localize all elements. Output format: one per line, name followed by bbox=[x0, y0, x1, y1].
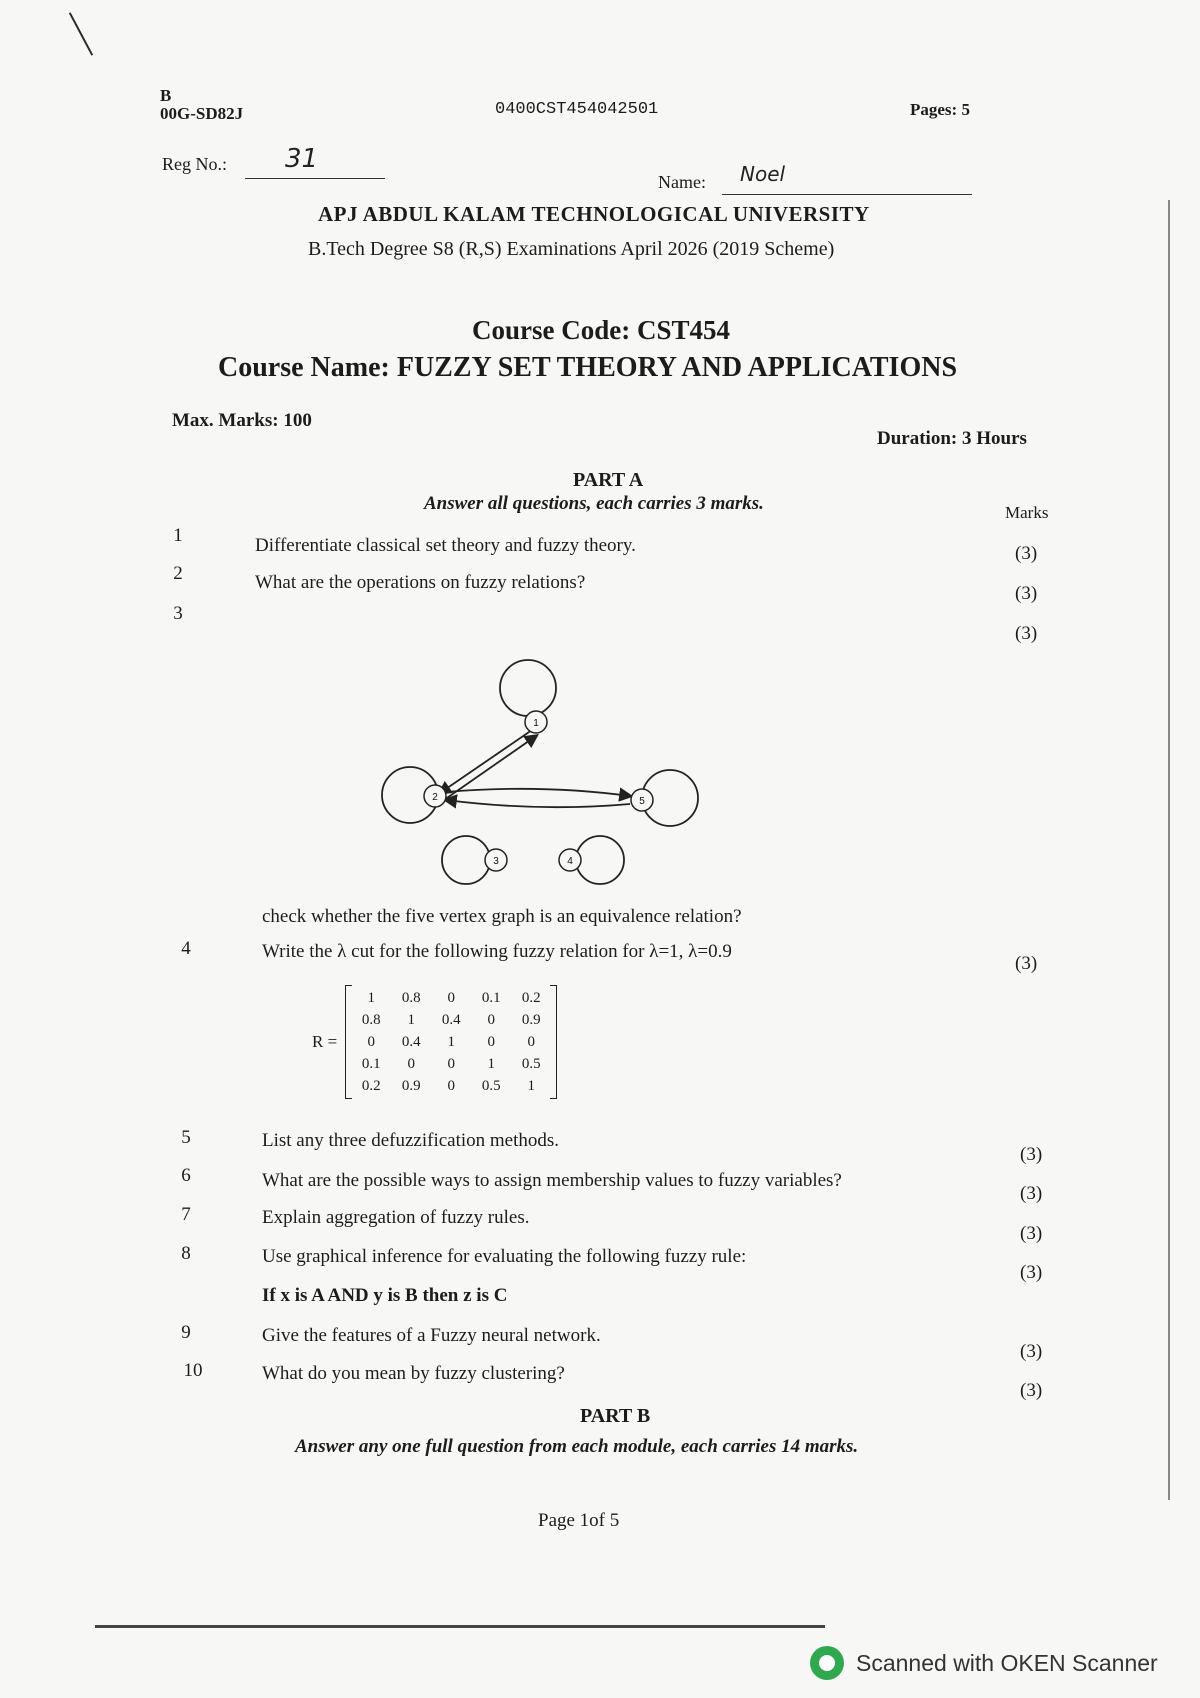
question-marks: (3) bbox=[1020, 1223, 1043, 1244]
fuzzy-rule: If x is A AND y is B then z is C bbox=[262, 1285, 508, 1306]
exam-title: B.Tech Degree S8 (R,S) Examinations April 2026 (2019 Scheme) bbox=[308, 238, 835, 260]
name-field bbox=[722, 162, 972, 195]
matrix-cell: 0.9 bbox=[401, 1077, 421, 1094]
node-label-3: 3 bbox=[493, 856, 499, 867]
question-text: What do you mean by fuzzy clustering? bbox=[262, 1363, 565, 1384]
reg-no-value: 31 bbox=[285, 144, 319, 174]
scan-edge-right bbox=[1168, 200, 1170, 1500]
part-b-title: PART B bbox=[580, 1405, 651, 1427]
node-label-1: 1 bbox=[533, 718, 539, 729]
question-number: 3 bbox=[173, 603, 183, 624]
matrix-cell: 0.8 bbox=[401, 989, 421, 1006]
matrix-cell: 0.2 bbox=[361, 1077, 381, 1094]
scanner-watermark bbox=[810, 1646, 1158, 1680]
matrix-cell: 0 bbox=[447, 989, 455, 1006]
set-code: B bbox=[160, 86, 172, 105]
reg-no-label: Reg No.: bbox=[162, 154, 227, 174]
matrix-cell: 0.1 bbox=[361, 1055, 381, 1072]
edge-1-2 bbox=[440, 730, 532, 793]
matrix-cell: 1 bbox=[527, 1077, 535, 1094]
matrix-table bbox=[351, 987, 551, 1097]
matrix-row bbox=[351, 1075, 551, 1097]
scanner-text: Scanned with OKEN Scanner bbox=[856, 1649, 1158, 1676]
matrix-cell: 0.8 bbox=[361, 1011, 381, 1028]
max-marks: Max. Marks: 100 bbox=[172, 410, 312, 431]
matrix-cell: 0 bbox=[527, 1033, 535, 1050]
fuzzy-relation-matrix bbox=[312, 985, 557, 1099]
question-marks: (3) bbox=[1015, 953, 1038, 974]
reg-no-field bbox=[245, 144, 385, 179]
question-text: check whether the five vertex graph is an equivalence relation? bbox=[262, 906, 742, 927]
node-label-4: 4 bbox=[567, 856, 573, 867]
duration: Duration: 3 Hours bbox=[877, 428, 1027, 449]
matrix-cell: 0 bbox=[447, 1055, 455, 1072]
question-text: Differentiate classical set theory and fuzzy theory. bbox=[255, 535, 636, 556]
paper-code: 00G-SD82J bbox=[160, 104, 244, 123]
course-code: Course Code: CST454 bbox=[472, 315, 731, 345]
name-value: Noel bbox=[740, 162, 786, 186]
question-number: 5 bbox=[181, 1127, 191, 1148]
name-label: Name: bbox=[658, 172, 706, 192]
question-text: What are the possible ways to assign membership values to fuzzy variables? bbox=[262, 1170, 842, 1191]
question-marks: (3) bbox=[1015, 543, 1038, 564]
part-b-instruction: Answer any one full question from each module, each carries 14 marks. bbox=[295, 1436, 859, 1457]
question-marks: (3) bbox=[1020, 1341, 1043, 1362]
matrix-row bbox=[351, 1009, 551, 1031]
question-text: Use graphical inference for evaluating the following fuzzy rule: bbox=[262, 1246, 747, 1267]
question-marks: (3) bbox=[1020, 1262, 1043, 1283]
matrix-cell: 1 bbox=[447, 1033, 455, 1050]
matrix-cell: 0 bbox=[487, 1011, 495, 1028]
matrix-cell: 0.9 bbox=[521, 1011, 541, 1028]
matrix-cell: 0.5 bbox=[481, 1077, 501, 1094]
matrix-row bbox=[351, 987, 551, 1009]
matrix-cell: 1 bbox=[367, 989, 375, 1006]
question-text: What are the operations on fuzzy relations? bbox=[255, 572, 586, 593]
question-number: 9 bbox=[181, 1322, 191, 1343]
scan-mark bbox=[69, 12, 93, 55]
question-text: List any three defuzzification methods. bbox=[262, 1130, 560, 1151]
question-number: 2 bbox=[173, 563, 183, 584]
question-marks: (3) bbox=[1020, 1380, 1043, 1401]
question-marks: (3) bbox=[1020, 1183, 1043, 1204]
matrix-cell: 0.2 bbox=[521, 989, 541, 1006]
matrix-cell: 1 bbox=[407, 1011, 415, 1028]
marks-header: Marks bbox=[1005, 503, 1049, 522]
university-name: APJ ABDUL KALAM TECHNOLOGICAL UNIVERSITY bbox=[318, 202, 870, 226]
qp-number: 0400CST454042501 bbox=[495, 100, 659, 119]
node-label-2: 2 bbox=[432, 792, 438, 803]
relation-graph bbox=[360, 650, 700, 890]
matrix-label: R = bbox=[312, 1032, 338, 1051]
question-number: 6 bbox=[181, 1165, 191, 1186]
self-loop-1 bbox=[500, 660, 556, 716]
question-number: 1 bbox=[173, 525, 183, 546]
edge-2-5 bbox=[446, 789, 630, 796]
node-label-5: 5 bbox=[639, 796, 645, 807]
question-marks: (3) bbox=[1015, 583, 1038, 604]
course-name: Course Name: FUZZY SET THEORY AND APPLICATIONS bbox=[218, 352, 958, 383]
edge-5-2 bbox=[446, 800, 630, 807]
part-a-instruction: Answer all questions, each carries 3 marks. bbox=[424, 493, 764, 514]
matrix-row bbox=[351, 1031, 551, 1053]
self-loop-3 bbox=[442, 836, 490, 884]
part-a-title: PART A bbox=[573, 469, 644, 491]
self-loop-4 bbox=[576, 836, 624, 884]
matrix-cell: 0 bbox=[447, 1077, 455, 1094]
question-text: Give the features of a Fuzzy neural network. bbox=[262, 1325, 601, 1346]
question-marks: (3) bbox=[1015, 623, 1038, 644]
matrix-cell: 0 bbox=[407, 1055, 415, 1072]
oken-logo-icon bbox=[810, 1646, 844, 1680]
matrix-row bbox=[351, 1053, 551, 1075]
matrix-cell: 0 bbox=[487, 1033, 495, 1050]
question-text: Explain aggregation of fuzzy rules. bbox=[262, 1207, 530, 1228]
matrix-bracket bbox=[345, 985, 557, 1099]
question-number: 4 bbox=[181, 938, 191, 959]
question-marks: (3) bbox=[1020, 1144, 1043, 1165]
question-text: Write the λ cut for the following fuzzy relation for λ=1, λ=0.9 bbox=[262, 941, 732, 962]
scan-edge-bottom bbox=[95, 1625, 825, 1628]
page-number: Page 1of 5 bbox=[538, 1510, 620, 1531]
page-count: Pages: 5 bbox=[910, 100, 970, 119]
matrix-cell: 0.4 bbox=[401, 1033, 421, 1050]
matrix-cell: 0.5 bbox=[521, 1055, 541, 1072]
question-number: 8 bbox=[181, 1243, 191, 1264]
matrix-cell: 0 bbox=[367, 1033, 375, 1050]
matrix-cell: 0.1 bbox=[481, 989, 501, 1006]
matrix-cell: 1 bbox=[487, 1055, 495, 1072]
matrix-cell: 0.4 bbox=[441, 1011, 461, 1028]
question-number: 10 bbox=[183, 1360, 203, 1381]
question-number: 7 bbox=[181, 1204, 191, 1225]
